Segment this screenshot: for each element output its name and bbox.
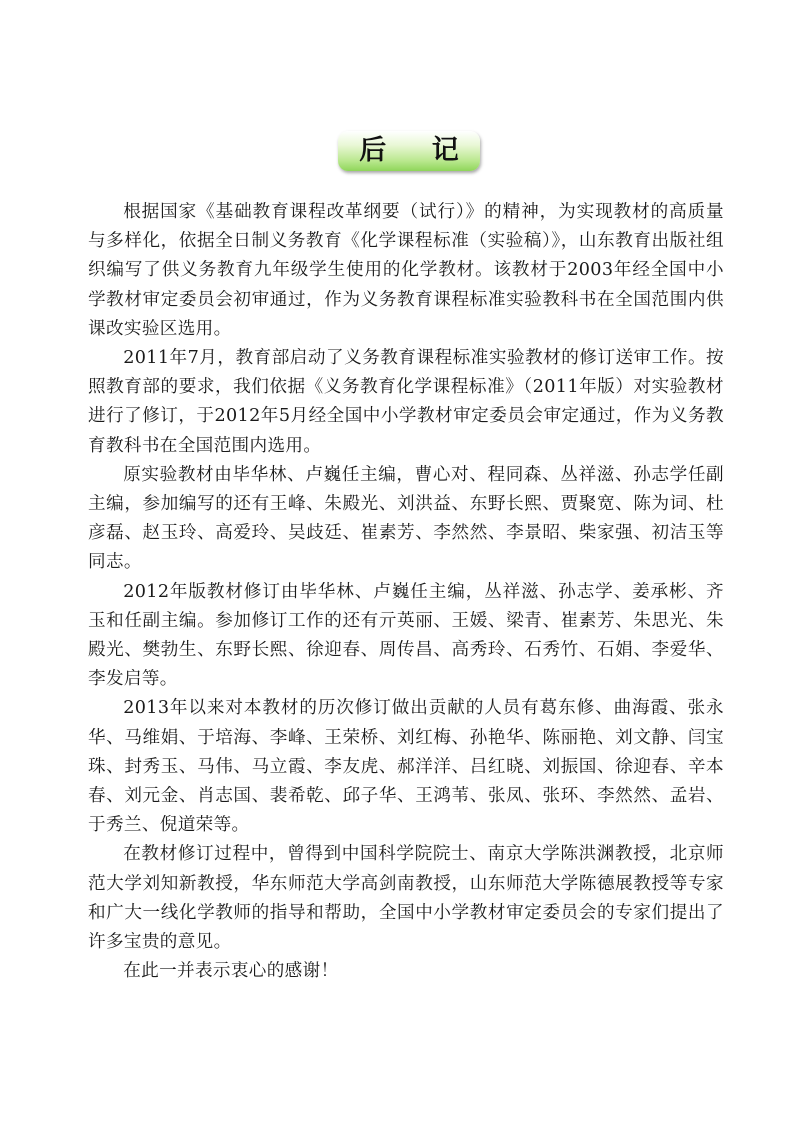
paragraph-intro: 根据国家《基础教育课程改革纲要（试行）》的精神，为实现教材的高质量与多样化，依据全日制义务教育《化学课程标准（实验稿）》，山东教育出版社组织编写了供义务教育九年级学生使用的化学教材。该教材于2003年经全国中小学教材审定委员会初审通过，作为义务教育课程标准实验教科书在全国范围内供课改实验区选用。: [88, 202, 724, 339]
paragraph-contributors-2013: 2013年以来对本教材的历次修订做出贡献的人员有葛东修、曲海霞、张永华、马维娟、于培海、李峰、王荣桥、刘红梅、孙艳华、陈丽艳、刘文静、闫宝珠、封秀玉、马伟、马立霞、李友虎、郝洋洋、吕红晓、刘振国、徐迎春、辛本春、刘元金、肖志国、裴希乾、邱子华、王鸿苇、张凤、张环、李然然、孟岩、于秀兰、倪道荣等。: [88, 698, 724, 836]
page-title: 后 记: [359, 135, 477, 166]
paragraph-acknowledgements: 在教材修订过程中，曾得到中国科学院院士、南京大学陈洪渊教授，北京师范大学刘知新教授，华东师范大学高剑南教授，山东师范大学陈德展教授等专家和广大一线化学教师的指导和帮助，全国中小学教材审定委员会的专家们提出了许多宝贵的意见。: [88, 844, 724, 953]
paragraph-thanks: 在此一并表示衷心的感谢！: [123, 961, 339, 982]
paragraph-2012-editors: 2012年版教材修订由毕华林、卢巍任主编，丛祥滋、孙志学、姜承彬、齐玉和任副主编。参加修订工作的还有亓英丽、王媛、梁青、崔素芳、朱思光、朱殿光、樊勃生、东野长熙、徐迎春、周传昌、高秀玲、石秀竹、石娟、李爱华、李发启等。: [88, 581, 724, 690]
paragraph-original-editors: 原实验教材由毕华林、卢巍任主编，曹心对、程同森、丛祥滋、孙志学任副主编，参加编写的还有王峰、朱殿光、刘洪益、东野长熙、贾聚宽、陈为词、杜彦磊、赵玉玲、高爱玲、吴歧廷、崔素芳、李然然、李景昭、柴家强、初洁玉等同志。: [88, 464, 724, 573]
paragraph-revision-2011: 2011年7月，教育部启动了义务教育课程标准实验教材的修订送审工作。按照教育部的要求，我们依据《义务教育化学课程标准》（2011年版）对实验教材进行了修订，于2012年5月经全国中小学教材审定委员会审定通过，作为义务教育教科书在全国范围内选用。: [88, 348, 724, 456]
body-text: [88, 198, 724, 986]
